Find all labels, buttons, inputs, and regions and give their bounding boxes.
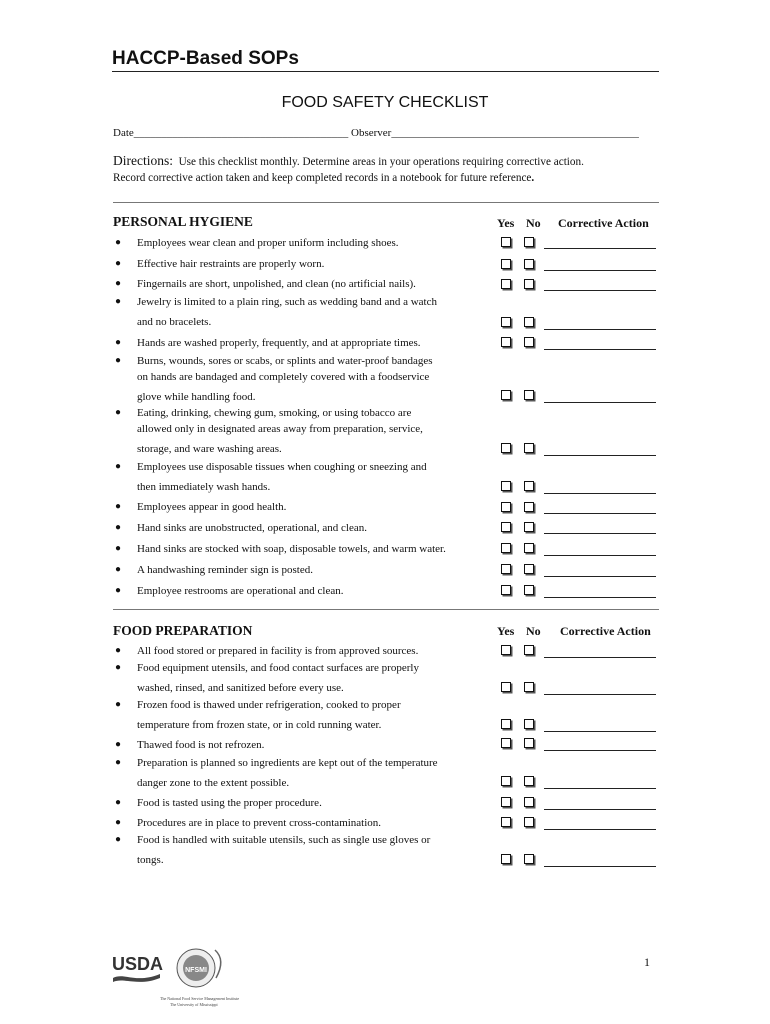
checklist-item-text: Burns, wounds, sores or scabs, or splints and water-proof bandages <box>137 355 433 367</box>
corrective-action-field[interactable] <box>544 402 656 403</box>
no-checkbox[interactable] <box>524 390 534 400</box>
bullet-icon: ● <box>114 407 122 418</box>
no-checkbox[interactable] <box>524 317 534 327</box>
corrective-action-field[interactable] <box>544 576 656 577</box>
bullet-icon: ● <box>114 699 122 710</box>
yes-checkbox[interactable] <box>501 543 511 553</box>
corrective-action-field[interactable] <box>544 555 656 556</box>
corrective-action-field[interactable] <box>544 731 656 732</box>
no-checkbox[interactable] <box>524 522 534 532</box>
corrective-action-field[interactable] <box>544 657 656 658</box>
checklist-item-text: storage, and ware washing areas. <box>137 443 282 455</box>
directions-text-1: Use this checklist monthly. Determine areas in your operations requiring corrective action. <box>178 156 584 168</box>
checklist-item-text: Procedures are in place to prevent cross-contamination. <box>137 817 382 829</box>
checklist-item <box>110 294 502 330</box>
directions-lead: Directions: <box>113 153 173 168</box>
no-checkbox[interactable] <box>524 337 534 347</box>
no-checkbox[interactable] <box>524 237 534 247</box>
corrective-action-field[interactable] <box>544 290 656 291</box>
checklist-item <box>110 405 502 457</box>
bullet-icon: ● <box>114 817 122 828</box>
corrective-action-field[interactable] <box>544 829 656 830</box>
yes-checkbox[interactable] <box>501 502 511 512</box>
checklist-item-text: A handwashing reminder sign is posted. <box>137 564 313 576</box>
checklist-item <box>110 583 502 599</box>
column-no: No <box>526 624 541 638</box>
no-checkbox[interactable] <box>524 564 534 574</box>
directions-period: . <box>531 172 535 184</box>
no-checkbox[interactable] <box>524 502 534 512</box>
corrective-action-field[interactable] <box>544 329 656 330</box>
checklist-item-text: Eating, drinking, chewing gum, smoking, or using tobacco are <box>137 407 412 419</box>
checklist-item <box>110 335 502 351</box>
checklist-item-text: Employees wear clean and proper uniform including shoes. <box>137 237 399 249</box>
bullet-icon: ● <box>114 355 122 366</box>
corrective-action-field[interactable] <box>544 248 656 249</box>
bullet-icon: ● <box>114 501 122 512</box>
checklist-item <box>110 520 502 536</box>
checklist-item <box>110 276 502 292</box>
checklist-item <box>110 459 502 495</box>
bullet-icon: ● <box>114 522 122 533</box>
section-divider <box>113 202 659 203</box>
bullet-icon: ● <box>114 662 122 673</box>
yes-checkbox[interactable] <box>501 564 511 574</box>
corrective-action-field[interactable] <box>544 270 656 271</box>
checklist-item <box>110 795 502 811</box>
yes-checkbox[interactable] <box>501 817 511 827</box>
directions <box>113 153 673 186</box>
section-title-food-preparation: FOOD PREPARATION <box>113 623 253 638</box>
bullet-icon: ● <box>114 739 122 750</box>
bullet-icon: ● <box>114 461 122 472</box>
corrective-action-field[interactable] <box>544 493 656 494</box>
checklist-item-text: Hands are washed properly, frequently, and at appropriate times. <box>137 337 421 349</box>
nfsmi-caption-2: The University of Mississippi <box>170 1002 218 1007</box>
yes-checkbox[interactable] <box>501 854 511 864</box>
no-checkbox[interactable] <box>524 797 534 807</box>
corrective-action-field[interactable] <box>544 513 656 514</box>
checklist-item-text: on hands are bandaged and completely covered with a foodservice <box>137 371 430 383</box>
no-checkbox[interactable] <box>524 817 534 827</box>
checklist-item <box>110 499 502 515</box>
yes-checkbox[interactable] <box>501 522 511 532</box>
checklist-item-text: Jewelry is limited to a plain ring, such as wedding band and a watch <box>137 296 437 308</box>
checklist-item-text: Hand sinks are unobstructed, operational, and clean. <box>137 522 368 534</box>
no-checkbox[interactable] <box>524 259 534 269</box>
yes-checkbox[interactable] <box>501 797 511 807</box>
no-checkbox[interactable] <box>524 543 534 553</box>
checklist-item <box>110 353 502 405</box>
bullet-icon: ● <box>114 564 122 575</box>
yes-checkbox[interactable] <box>501 682 511 692</box>
checklist-item-text: allowed only in designated areas away from preparation, service, <box>137 423 423 435</box>
checklist-item-text: Frozen food is thawed under refrigeration, cooked to proper <box>137 699 401 711</box>
no-checkbox[interactable] <box>524 682 534 692</box>
usda-logo-text: USDA <box>112 954 164 974</box>
checklist-item-text: Employees use disposable tissues when coughing or sneezing and <box>137 461 427 473</box>
checklist-item <box>110 832 502 868</box>
no-checkbox[interactable] <box>524 443 534 453</box>
checklist-item <box>110 660 502 696</box>
yes-checkbox[interactable] <box>501 776 511 786</box>
checklist-item-text: danger zone to the extent possible. <box>137 777 290 789</box>
yes-checkbox[interactable] <box>501 443 511 453</box>
no-checkbox[interactable] <box>524 279 534 289</box>
nfsmi-caption-1: The National Food Service Management Institute <box>160 996 240 1001</box>
yes-checkbox[interactable] <box>501 390 511 400</box>
yes-checkbox[interactable] <box>501 585 511 595</box>
checklist-item <box>110 256 502 272</box>
checklist-title: FOOD SAFETY CHECKLIST <box>281 94 489 111</box>
corrective-action-field[interactable] <box>544 349 656 350</box>
checklist-item <box>110 737 502 753</box>
checklist-item-text: glove while handling food. <box>137 391 256 403</box>
checklist-item <box>110 541 502 557</box>
checklist-item <box>110 815 502 831</box>
checklist-item-text: washed, rinsed, and sanitized before every use. <box>137 682 344 694</box>
usda-logo <box>112 950 164 995</box>
date-observer-line[interactable]: Date_______________________________________ Observer_____________________________________________ <box>113 127 639 139</box>
yes-checkbox[interactable] <box>501 645 511 655</box>
checklist-item <box>110 755 502 791</box>
checklist-item-text: Thawed food is not refrozen. <box>137 739 265 751</box>
section-title-personal-hygiene: PERSONAL HYGIENE <box>113 214 253 229</box>
yes-checkbox[interactable] <box>501 337 511 347</box>
checklist-item-text: Hand sinks are stocked with soap, disposable towels, and warm water. <box>137 543 446 555</box>
yes-checkbox[interactable] <box>501 719 511 729</box>
corrective-action-field[interactable] <box>544 809 656 810</box>
bullet-icon: ● <box>114 237 122 248</box>
corrective-action-field[interactable] <box>544 533 656 534</box>
corrective-action-field[interactable] <box>544 597 656 598</box>
bullet-icon: ● <box>114 296 122 307</box>
checklist-item-text: Food equipment utensils, and food contact surfaces are properly <box>137 662 419 674</box>
checklist-item-text: Employees appear in good health. <box>137 501 287 513</box>
checklist-item-text: Fingernails are short, unpolished, and clean (no artificial nails). <box>137 278 416 290</box>
bullet-icon: ● <box>114 585 122 596</box>
checklist-item <box>110 562 502 578</box>
bullet-icon: ● <box>114 337 122 348</box>
bullet-icon: ● <box>114 258 122 269</box>
no-checkbox[interactable] <box>524 738 534 748</box>
yes-checkbox[interactable] <box>501 317 511 327</box>
checklist-item-text: Food is handled with suitable utensils, such as single use gloves or <box>137 834 431 846</box>
checklist-item-text: and no bracelets. <box>137 316 212 328</box>
nfsmi-logo-text: NFSMI <box>185 967 207 974</box>
column-yes: Yes <box>497 216 515 230</box>
checklist-item <box>110 643 502 659</box>
column-corrective-action: Corrective Action <box>558 216 649 230</box>
checklist-item <box>110 235 502 251</box>
yes-checkbox[interactable] <box>501 738 511 748</box>
yes-checkbox[interactable] <box>501 279 511 289</box>
checklist-item-text: tongs. <box>137 854 164 866</box>
checklist-item-text: then immediately wash hands. <box>137 481 271 493</box>
document-header-title: HACCP-Based SOPs <box>112 48 299 69</box>
nfsmi-logo <box>160 944 270 1019</box>
yes-checkbox[interactable] <box>501 481 511 491</box>
bullet-icon: ● <box>114 757 122 768</box>
bullet-icon: ● <box>114 797 122 808</box>
corrective-action-field[interactable] <box>544 788 656 789</box>
checklist-item-text: Employee restrooms are operational and clean. <box>137 585 344 597</box>
directions-text-2: Record corrective action taken and keep completed records in a notebook for future reference <box>113 172 532 184</box>
bullet-icon: ● <box>114 543 122 554</box>
no-checkbox[interactable] <box>524 481 534 491</box>
corrective-action-field[interactable] <box>544 750 656 751</box>
checklist-item-text: Effective hair restraints are properly worn. <box>137 258 325 270</box>
corrective-action-field[interactable] <box>544 455 656 456</box>
bullet-icon: ● <box>114 834 122 845</box>
checklist-item <box>110 697 502 733</box>
bullet-icon: ● <box>114 278 122 289</box>
section-divider <box>113 609 659 610</box>
column-yes: Yes <box>497 624 515 638</box>
no-checkbox[interactable] <box>524 585 534 595</box>
corrective-action-field[interactable] <box>544 866 656 867</box>
corrective-action-field[interactable] <box>544 694 656 695</box>
no-checkbox[interactable] <box>524 719 534 729</box>
checklist-item-text: temperature from frozen state, or in cold running water. <box>137 719 382 731</box>
checklist-item-text: Preparation is planned so ingredients are kept out of the temperature <box>137 757 438 769</box>
bullet-icon: ● <box>114 645 122 656</box>
yes-checkbox[interactable] <box>501 237 511 247</box>
checklist-item-text: All food stored or prepared in facility is from approved sources. <box>137 645 419 657</box>
no-checkbox[interactable] <box>524 854 534 864</box>
checklist-item-text: Food is tasted using the proper procedure. <box>137 797 322 809</box>
no-checkbox[interactable] <box>524 776 534 786</box>
header-divider <box>112 71 659 72</box>
no-checkbox[interactable] <box>524 645 534 655</box>
column-corrective-action: Corrective Action <box>560 624 651 638</box>
column-no: No <box>526 216 541 230</box>
page-number: 1 <box>644 955 650 969</box>
yes-checkbox[interactable] <box>501 259 511 269</box>
